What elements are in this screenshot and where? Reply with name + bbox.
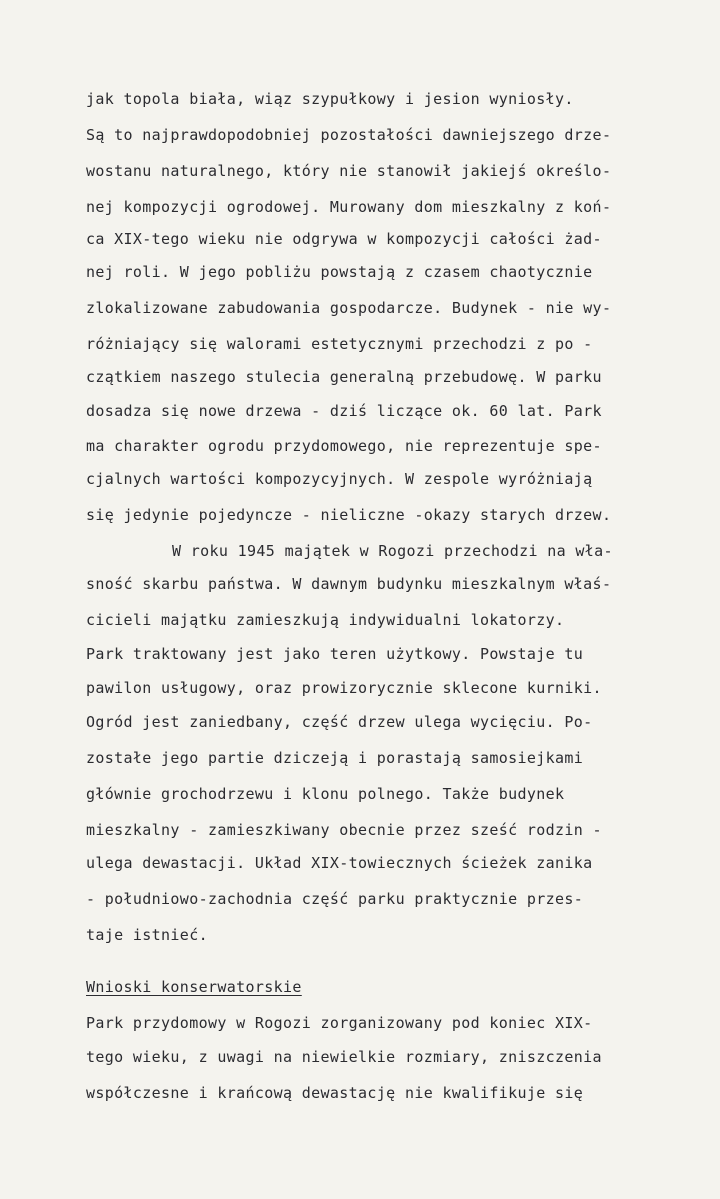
text-line: się jedynie pojedyncze - nieliczne -okazy starych drzew. [86,506,612,524]
text-line: zostałe jego partie dziczeją i porastają samosiejkami [86,749,584,767]
text-line: zlokalizowane zabudowania gospodarcze. Budynek - nie wy- [86,299,612,317]
text-line: tego wieku, z uwagi na niewielkie rozmiary, zniszczenia [86,1048,602,1066]
text-line: współczesne i krańcową dewastację nie kwalifikuje się [86,1084,584,1102]
text-line: ma charakter ogrodu przydomowego, nie reprezentuje spe- [86,437,602,455]
text-line: ca XIX-tego wieku nie odgrywa w kompozycji całości żad- [86,230,602,248]
section-heading: Wnioski konserwatorskie [86,978,302,996]
text-line: nej roli. W jego pobliżu powstają z czasem chaotycznie [86,263,593,281]
text-line: cjalnych wartości kompozycyjnych. W zespole wyróżniają [86,470,593,488]
text-line: różniający się walorami estetycznymi przechodzi z po - [86,335,593,353]
text-line: Ogród jest zaniedbany, część drzew ulega wycięciu. Po- [86,713,593,731]
text-line: - południowo-zachodnia część parku praktycznie przes- [86,890,584,908]
text-line: Są to najprawdopodobniej pozostałości dawniejszego drze- [86,126,612,144]
text-line: wostanu naturalnego, który nie stanowił jakiejś określo- [86,162,612,180]
text-line: pawilon usługowy, oraz prowizorycznie sklecone kurniki. [86,679,602,697]
text-line: ulega dewastacji. Układ XIX-towiecznych ścieżek zanika [86,854,593,872]
text-line: W roku 1945 majątek w Rogozi przechodzi na wła- [172,542,613,560]
text-line: jak topola biała, wiąz szypułkowy i jesion wyniosły. [86,90,574,108]
text-line: Park przydomowy w Rogozi zorganizowany pod koniec XIX- [86,1014,593,1032]
text-line: Park traktowany jest jako teren użytkowy. Powstaje tu [86,645,584,663]
text-line: nej kompozycji ogrodowej. Murowany dom mieszkalny z koń- [86,198,612,216]
text-line: głównie grochodrzewu i klonu polnego. Także budynek [86,785,565,803]
text-line: sność skarbu państwa. W dawnym budynku mieszkalnym właś- [86,575,612,593]
text-line: dosadza się nowe drzewa - dziś liczące ok. 60 lat. Park [86,402,602,420]
text-line: mieszkalny - zamieszkiwany obecnie przez sześć rodzin - [86,821,602,839]
text-line: cicieli majątku zamieszkują indywidualni lokatorzy. [86,611,565,629]
text-line: taje istnieć. [86,926,208,944]
text-line: czątkiem naszego stulecia generalną przebudowę. W parku [86,368,602,386]
